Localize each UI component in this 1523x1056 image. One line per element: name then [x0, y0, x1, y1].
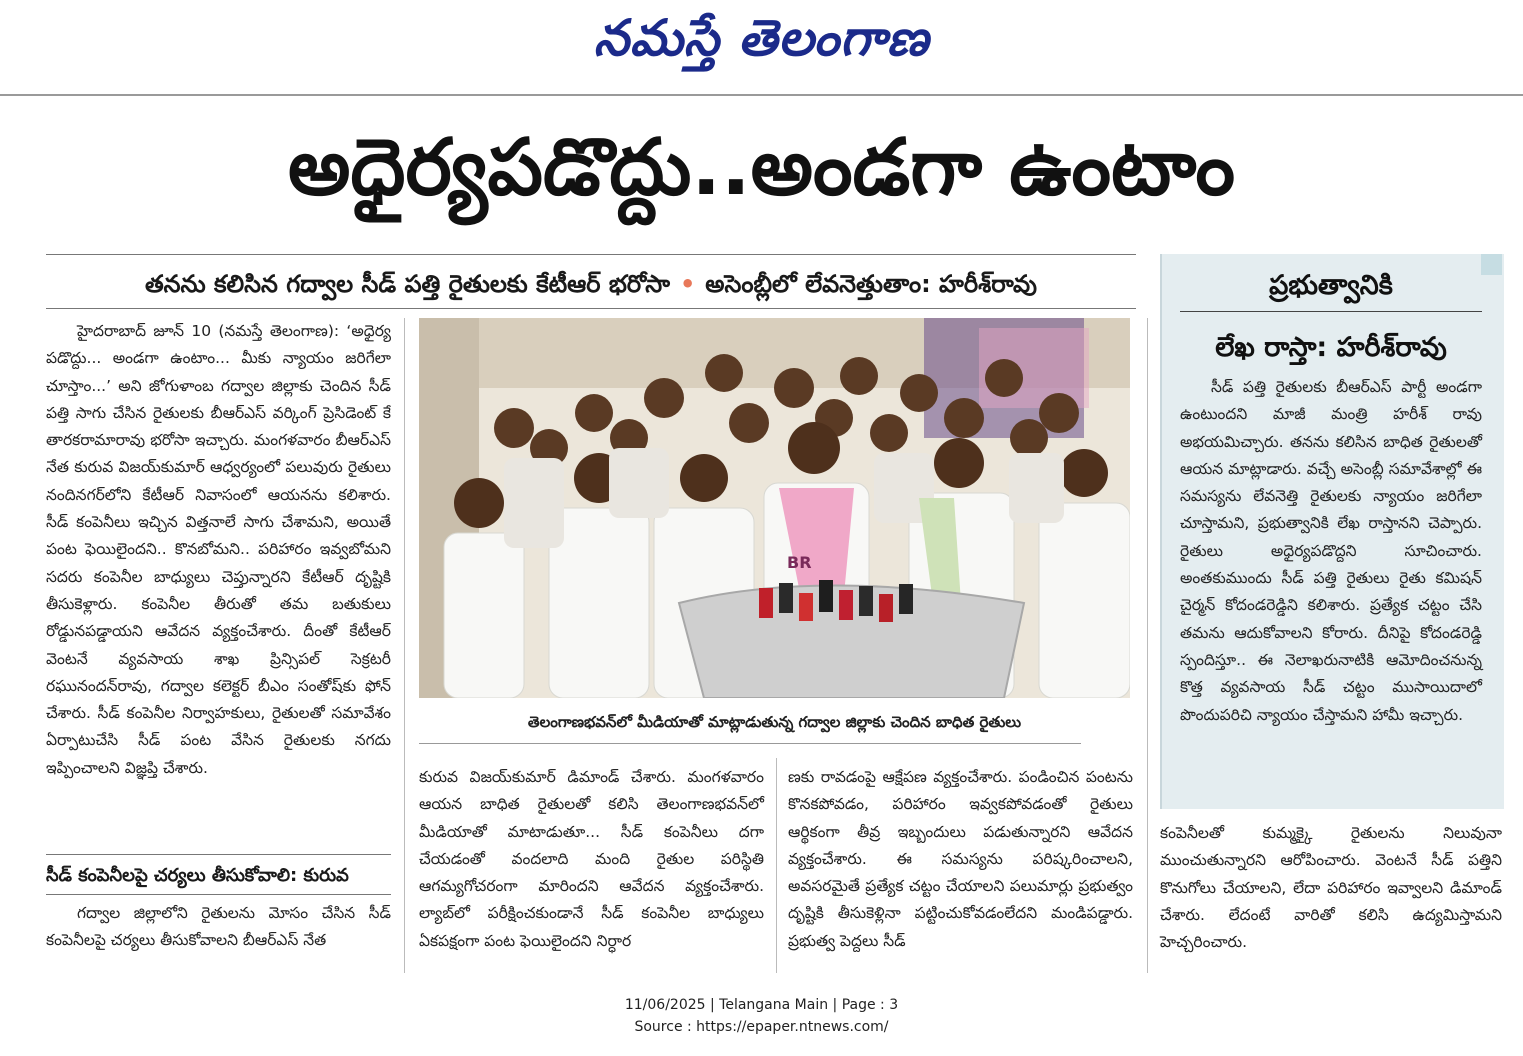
side-heading-rule — [46, 854, 391, 855]
sidebar-title-line2: లేఖ రాస్తా: హరీశ్‌రావు — [1215, 332, 1447, 363]
article-paragraph: హైదరాబాద్ జూన్ 10 (నమస్తే తెలంగాణ): ‘అధైర్య పడొద్దు... అండగా ఉంటాం... మీకు న్యాయం జరిగేలా చూస్తాం...’ అని జోగుళాంబ గద్వాల జిల్లాకు చెందిన సీడ్ పత్తి సాగు చేసిన రైతులకు బీఆర్ఎస్ వర్కింగ్ ప్రెసిడెంట్ కే తారకరామారావు భరోసా ఇచ్చారు. మంగళవారం బీఆర్ఎస్ నేత కురువ విజయ్‌కుమార్ ఆధ్వర్యంలో పలువురు రైతులు నందినగర్‌లోని కేటీఆర్ నివాసంలో ఆయనను కలిశారు. సీడ్ కంపెనీలు ఇచ్చిన విత్తనాలే సాగు చేశామని, అయితే పంట ఫెయిలైందని.. కొనబోమని.. పరిహారం ఇవ్వబోమని సదరు కంపెనీల బాధ్యులు చెప్తున్నారని కేటీఆర్ దృష్టికి తీసుకెళ్లారు. కంపెనీల తీరుతో తమ బతుకులు రోడ్డునపడ్డాయని ఆవేదన వ్యక్తంచేశారు. దీంతో కేటీఆర్ వెంటనే వ్యవసాయ శాఖ ప్రిన్సిపల్ సెక్రటరీ రఘునందన్‌రావు, గద్వాల కలెక్టర్ బీఎం సంతోష్‌కు ఫోన్ చేశారు. సీడ్ కంపెనీల నిర్వాహకులు, రైతులతో సమావేశం ఏర్పాటుచేసి సీడ్ పంట వేసిన రైతులకు నగదు ఇప్పించాలని విజ్ఞప్తి చేశారు. — [46, 322, 391, 777]
sidebar-body: సీడ్ పత్తి రైతులకు బీఆర్ఎస్ పార్టీ అండగా ఉంటుందని మాజీ మంత్రి హరీశ్ రావు అభయమిచ్చారు. తనను కలిసిన బాధిత రైతులతో ఆయన మాట్లాడారు. వచ్చే అసెంబ్లీ సమావేశాల్లో ఈ సమస్యను లేవనెత్తి రైతులకు న్యాయం జరిగేలా చూస్తామని, ప్రభుత్వానికి లేఖ రాస్తానని చెప్పారు. రైతులు అధైర్యపడొద్దని సూచించారు. అంతకుముందు సీడ్ పత్తి రైతులు రైతు కమిషన్ చైర్మన్ కోదండరెడ్డిని కలిశారు. ప్రత్యేక చట్టం చేసి తమను ఆదుకోవాలని కోరారు. దీనిపై కోదండరెడ్డి స్పందిస్తూ.. ఈ నెలాఖరునాటికి ఆమోదించనున్న కొత్త వ్యవసాయ సీడ్ చట్టం ముసాయిదాలో పొందుపరిచి న్యాయం చేస్తామని హామీ ఇచ్చారు. — [1180, 378, 1482, 724]
footer-date-line: 11/06/2025 | Telangana Main | Page : 3 — [624, 997, 899, 1013]
column-separator — [404, 318, 405, 973]
news-photo — [419, 318, 1130, 698]
column-separator — [1147, 318, 1148, 973]
article-column-1 — [46, 318, 391, 782]
subheadline — [46, 262, 1136, 306]
column-separator — [776, 758, 777, 973]
subheadline-part1: తనను కలిసిన గద్వాల సీడ్ పత్తి రైతులకు కేటీఆర్ భరోసా — [145, 270, 670, 298]
subheadline-separator: • — [679, 270, 696, 298]
photo-caption: తెలంగాణభవన్‌లో మీడియాతో మాట్లాడుతున్న గద్వాల జిల్లాకు చెందిన బాధిత రైతులు — [527, 713, 1022, 731]
scarf-text: BR — [787, 553, 812, 572]
caption-rule — [419, 743, 1081, 744]
headline: అధైర్యపడొద్దు..అండగా ఉంటాం — [288, 123, 1235, 213]
press-meet-photo — [419, 318, 1130, 698]
masthead-divider — [0, 94, 1523, 96]
footer-source-line: Source : https://epaper.ntnews.com/ — [634, 1019, 889, 1035]
sidebar-rule — [1180, 311, 1482, 312]
sidebar-title-line1: ప్రభుత్వానికి — [1269, 270, 1393, 301]
subheadline-part2: అసెంబ్లీలో లేవనెత్తుతాం: హరీశ్‌రావు — [705, 270, 1037, 298]
article-column-2: కురువ విజయ్‌కుమార్ డిమాండ్ చేశారు. మంగళవారం ఆయన బాధిత రైతులతో కలిసి తెలంగాణభవన్‌లో మీడియాతో మాటాడుతూ... సీడ్ కంపెనీలు దగా చేయడంతో వందలాది మంది రైతుల పరిస్థితి ఆగమ్యగోచరంగా మారిందని ఆవేదన వ్యక్తంచేశారు. ల్యాబ్‌లో పరీక్షించకుండానే సీడ్ కంపెనీల బాధ్యులు ఏకపక్షంగా పంట ఫెయిలైందని నిర్ధార — [419, 768, 764, 950]
side-heading-rule-bottom — [46, 894, 391, 895]
footer — [0, 994, 1523, 1038]
subhead-rule-bottom — [46, 308, 1136, 309]
article-column-4: కంపెనీలతో కుమ్మక్కై రైతులను నిలువునా ముంచుతున్నారని ఆరోపించారు. వెంటనే సీడ్ పత్తిని కొనుగోలు చేయాలని, లేదా పరిహారం ఇవ్వాలని డిమాండ్ చేశారు. లేదంటే వారితో కలిసి ఉద్యమిస్తామని హెచ్చరించారు. — [1160, 824, 1502, 952]
side-heading: సీడ్ కంపెనీలపై చర్యలు తీసుకోవాలి: కురువ — [46, 865, 349, 886]
masthead-logo: నమస్తే తెలంగాణ — [593, 8, 930, 67]
article-column-1-tail: గద్వాల జిల్లాలోని రైతులను మోసం చేసిన సీడ్ కంపెనీలపై చర్యలు తీసుకోవాలని బీఆర్ఎస్ నేత — [46, 904, 391, 950]
article-column-3: ణకు రావడంపై ఆక్షేపణ వ్యక్తంచేశారు. పండించిన పంటను కొనకపోవడం, పరిహారం ఇవ్వకపోవడంతో రైతులు ఆర్థికంగా తీవ్ర ఇబ్బందులు పడుతున్నారని ఆవేదన వ్యక్తంచేశారు. ఈ సమస్యను పరిష్కరించాలని, అవసరమైతే ప్రత్యేక చట్టం చేయాలని పలుమార్లు ప్రభుత్వం దృష్టికి తీసుకెళ్లినా పట్టించుకోవడంలేదని మండిపడ్డారు. ప్రభుత్వ పెద్దలు సీడ్ — [788, 768, 1133, 950]
sidebar-title — [1160, 262, 1502, 372]
subhead-rule-top — [46, 254, 1136, 255]
